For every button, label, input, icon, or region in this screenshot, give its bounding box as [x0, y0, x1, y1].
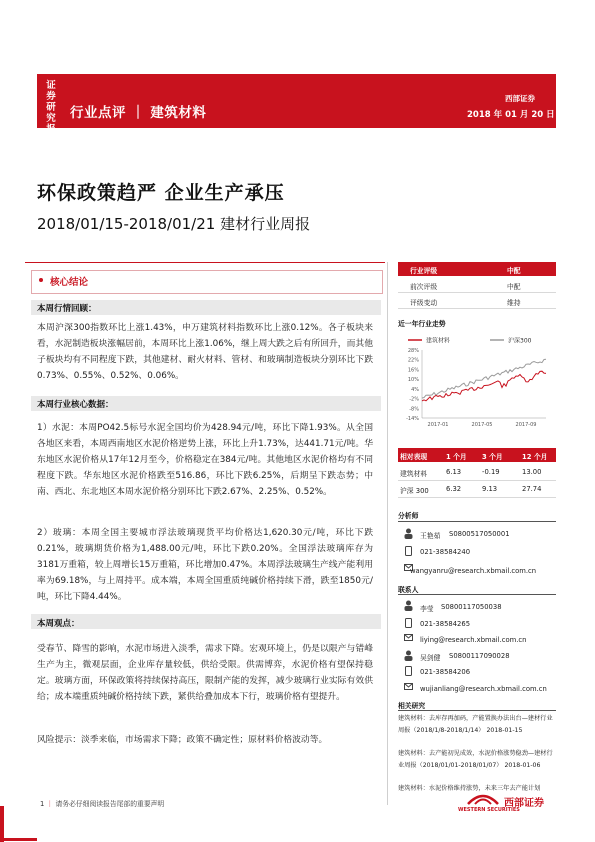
bottom-accent-rule: [0, 838, 37, 841]
analyst-email: wangyanru@research.xbmail.com.cn: [410, 567, 537, 575]
report-date: 2018 年 01 月 20 日: [467, 110, 555, 120]
phone-icon: [404, 546, 413, 556]
perf-cell: 6.13: [446, 468, 462, 476]
contact-email: liying@research.xbmail.com.cn: [420, 636, 527, 644]
rating-row: [398, 278, 556, 293]
phone-icon: [404, 618, 413, 628]
perf-header-row: [398, 448, 556, 462]
y-tick-label: 10%: [407, 377, 419, 384]
perf-cell: 13.00: [522, 468, 542, 476]
legend-label-b: 沪深300: [508, 337, 532, 345]
x-tick-label: 2017-09: [515, 422, 537, 428]
rating-header-row: [398, 262, 556, 276]
series-line-hs300: [422, 359, 546, 398]
perf-cell: 建筑材料: [400, 470, 428, 478]
x-tick-label: 2017-01: [427, 422, 449, 428]
trend-heading: 近一年行业走势: [398, 320, 446, 328]
rating-value: 中配: [507, 283, 521, 291]
perf-header: 3 个月: [482, 453, 503, 461]
y-tick-label: 4%: [411, 386, 419, 393]
section-bar: [31, 614, 381, 629]
related-item[interactable]: 建筑材料：去产能初见成效，水泥价格涨势稳劲—建材行业周报（2018/01/01-2018/01/07） 2018-01-06: [398, 750, 553, 769]
brand-name: 西部证券: [505, 94, 535, 103]
report-category-title: 行业点评 ｜ 建筑材料: [70, 105, 207, 121]
key-conclusion-title: 核心结论: [50, 277, 89, 288]
y-axis-ticks: [406, 348, 419, 422]
rating-label: 行业评级: [410, 267, 438, 275]
review-heading: 本周行情回顾：: [37, 304, 97, 314]
perf-cell: 6.32: [446, 485, 462, 493]
related-item[interactable]: 建筑材料：水泥价格维持涨势，未来三年去产能计划: [398, 785, 541, 792]
report-type-tab: 证券研究报告: [46, 80, 56, 146]
rating-value: 中配: [507, 267, 521, 275]
email-icon: [404, 634, 413, 642]
data-heading: 本周行业核心数据：: [37, 400, 114, 410]
contact-cert: S0800117050038: [441, 603, 502, 611]
analyst-phone: 021-38584240: [420, 548, 471, 556]
review-text: 本周沪深300指数环比上涨1.43%，申万建筑材料指数环比上涨0.12%。各子板块来看，水泥制造板块涨幅居前，本周环比上涨1.06%，继上周大跌之后有所回升，而其他子板块均有不同程度下跌，其他建材、耐火材料、管材、和玻璃制造板块分别环比下跌0.73%、0.55%、0.52%、0.06%。: [37, 323, 373, 381]
series-line-building-materials: [422, 371, 546, 401]
y-tick-label: -2%: [409, 396, 419, 403]
analyst-cert: S0800517050001: [449, 530, 510, 538]
analyst-name: 王艳茹: [420, 532, 441, 540]
left-accent-rule: [0, 806, 4, 842]
divider: [398, 594, 556, 595]
column-divider: [387, 262, 388, 805]
bullet-icon: [39, 278, 43, 282]
y-tick-label: 28%: [407, 348, 419, 354]
sub-title: 2018/01/15-2018/01/21 建材行业周报: [37, 215, 311, 233]
footer-logo-en: WESTERN SECURITIES: [458, 807, 520, 813]
contact-email: wujianliang@research.xbmail.com.cn: [420, 685, 547, 693]
footer-logo-cn: 西部证券: [504, 798, 544, 809]
contact-phone: 021-38584265: [420, 620, 471, 628]
cement-data-text: 1）水泥：本周PO42.5标号水泥全国均价为428.94元/吨，环比下降1.93%。从全国各地区来看，本周西南地区水泥价格逆势上涨，环比上升1.73%，达441.71元/吨。华东地区水泥价格从17年12月至今，价格稳定在384元/吨。其他地区水泥价格均有不同程度下跌。华东地区水泥价格跌至516.86，环比下跌6.25%，后期呈下跌态势；中南、西北、东北地区本周水泥价格分别环比下跌2.67%、2.25%、0.52%。: [37, 423, 373, 497]
contacts-heading: 联系人: [398, 586, 419, 594]
related-heading: 相关研究: [398, 702, 426, 710]
divider: [398, 521, 556, 522]
x-axis-ticks: [428, 422, 537, 428]
page-number: 1: [40, 800, 45, 808]
person-icon: [404, 528, 413, 539]
footer-note: 1 ｜ 请务必仔细阅读报告尾部的重要声明: [40, 800, 165, 808]
rating-value: 维持: [507, 299, 521, 307]
divider: [398, 710, 556, 711]
contact-name: 李莹: [420, 605, 434, 613]
rating-label: 前次评级: [410, 283, 438, 291]
related-item[interactable]: 建筑材料：去库存再加码，产能置换办法出台—建材行业周报（2018/1/8-2018/1/14） 2018-01-15: [398, 715, 553, 734]
view-heading: 本周观点：: [37, 619, 80, 629]
rating-row: [398, 294, 556, 309]
trend-chart: [398, 332, 556, 444]
view-text: 受春节、降雪的影响，水泥市场进入淡季，需求下降。宏观环境上，仍是以限产与错峰生产为主，微观层面，企业库存量较低，供给受限。供需博弈，水泥价格有望保持稳定。玻璃方面，环保政策将持续保持高压，限制产能的发挥，减少玻璃行业实际有效供给；成本端重质纯碱价格持续下跌，紧供给叠加成本下行，玻璃价格有望提升。: [37, 644, 373, 702]
perf-cell: 9.13: [482, 485, 498, 493]
y-tick-label: -8%: [409, 406, 419, 413]
perf-row: [398, 481, 556, 498]
rating-label: 评级变动: [410, 299, 438, 307]
person-icon: [404, 650, 413, 661]
disclaimer-text: 请务必仔细阅读报告尾部的重要声明: [55, 800, 165, 808]
y-tick-label: -14%: [406, 416, 419, 422]
person-icon: [404, 600, 413, 611]
perf-header: 1 个月: [446, 453, 467, 461]
contact-name: 吴剑健: [420, 654, 441, 662]
risk-text: 风险提示：淡季来临，市场需求下降；政策不确定性；原材料价格波动等。: [37, 735, 328, 745]
perf-cell: -0.19: [482, 468, 500, 476]
x-tick-label: 2017-05: [471, 422, 493, 428]
perf-row: [398, 464, 556, 481]
main-title: 环保政策趋严 企业生产承压: [37, 182, 285, 204]
perf-header: 相对表现: [400, 453, 428, 461]
perf-header: 12 个月: [522, 453, 548, 461]
glass-data-text: 2）玻璃：本周全国主要城市浮法玻璃现货平均价格达1,620.30元/吨，环比下跌0.21%，玻璃期货价格为1,488.00元/吨，环比下跌0.20%。全国浮法玻璃库存为3181万重箱，较上周增长15万重箱，环比增加0.47%。本周浮法玻璃生产线产能利用率为69.18%，与上周持平。成本端，本周全国重质纯碱价格持续下滑，跌至1850元/吨，环比下降4.44%。: [37, 528, 373, 602]
legend-label-a: 建筑材料: [426, 337, 451, 345]
contact-phone: 021-38584206: [420, 668, 471, 676]
phone-icon: [404, 666, 413, 676]
perf-cell: 27.74: [522, 485, 542, 493]
y-tick-label: 22%: [407, 357, 419, 364]
perf-cell: 沪深 300: [400, 487, 429, 495]
analyst-heading: 分析师: [398, 512, 419, 520]
y-tick-label: 16%: [407, 367, 419, 374]
brand-logo-icon: [466, 792, 500, 806]
contact-cert: S0800117090028: [449, 652, 510, 660]
email-icon: [404, 683, 413, 691]
